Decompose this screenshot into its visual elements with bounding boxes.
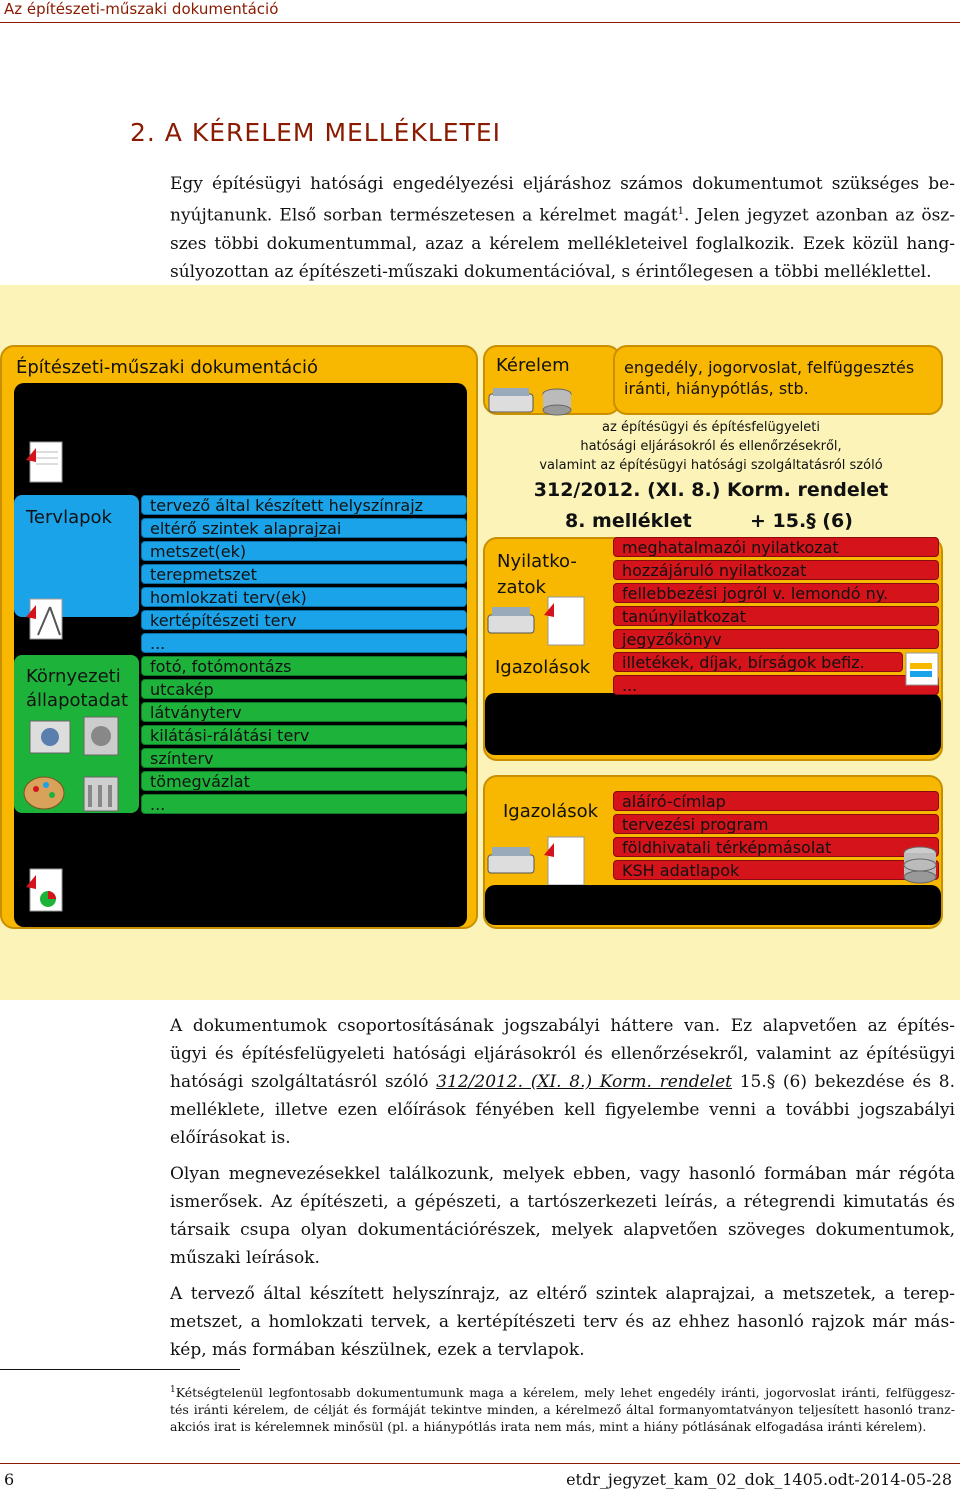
list-item: ... bbox=[613, 675, 939, 695]
paragraph-line: társaik csupa olyan dokumentációrészek, melyek alapvetően szöveges dokumentumok, bbox=[170, 1220, 955, 1240]
nyilatkozatok-label: Nyilatko- zatok bbox=[497, 551, 577, 598]
paragraph-line: A dokumentumok csoportosításának jogszabályi háttere van. Ez alapvetően az építés- bbox=[170, 1016, 955, 1036]
list-item: tervezési program bbox=[613, 814, 939, 834]
list-item: látványterv bbox=[141, 702, 467, 722]
law-title: 312/2012. (XI. 8.) Korm. rendelet bbox=[533, 479, 889, 501]
list-item: homlokzati terv(ek) bbox=[141, 587, 467, 607]
intro-line: súlyozottan az építészeti-műszaki dokumentációval, s érintőlegesen a többi melléklettel. bbox=[170, 261, 932, 282]
list-item: KSH adatlapok bbox=[613, 860, 939, 880]
footnote-line: akciós irat is kérelemnek minősül (pl. a hiánypótlás irata nem más, mint a hiány pótlásának elfogadása iránti kérelem). bbox=[170, 1419, 927, 1435]
paragraph-line: előírásokat is. bbox=[170, 1128, 291, 1148]
law-line: valamint az építésügyi hatósági szolgáltatásról szóló bbox=[539, 458, 883, 473]
list-item: ... bbox=[141, 633, 467, 653]
list-item: tervező által készített helyszínrajz bbox=[141, 495, 467, 515]
law-description bbox=[483, 418, 939, 475]
paragraph-legal-background bbox=[170, 1012, 955, 1152]
intro-line-part: . Jelen jegyzet azonban az ösz- bbox=[684, 205, 956, 226]
list-item: illetékek, díjak, bírságok befiz. bbox=[613, 652, 903, 672]
list-item: jegyzőkönyv bbox=[613, 629, 939, 649]
right-middle-black-area bbox=[485, 693, 941, 755]
law-annex: 8. melléklet bbox=[565, 510, 692, 532]
kerelem-label: Kérelem bbox=[496, 355, 570, 376]
paragraph-familiar-names bbox=[170, 1160, 955, 1272]
intro-line-part: nyújtanunk. Első sorban természetesen a kérelmet magát bbox=[170, 205, 678, 226]
paragraph-line bbox=[170, 1068, 955, 1096]
pdf-chart-icon bbox=[22, 867, 66, 915]
paragraph-line: ismerősek. Az építészeti, a gépészeti, a tartószerkezeti leírás, a rétegrendi kimutatás és bbox=[170, 1192, 955, 1212]
paragraph-tervlapok bbox=[170, 1280, 955, 1364]
list-item: fellebbezési jogról v. lemondó ny. bbox=[613, 583, 939, 603]
list-item: kilátási-rálátási terv bbox=[141, 725, 467, 745]
paragraph-line-part: hatósági szolgáltatásról szóló bbox=[170, 1072, 437, 1092]
footnote-line: tés iránti kérelem, de célját és formáját tekintve minden, a kérelmező által formanyomtatványon teljesített hasonló tranz- bbox=[170, 1402, 955, 1418]
law-link[interactable]: 312/2012. (XI. 8.) Korm. rendelet bbox=[436, 1072, 733, 1092]
drafting-tools-icon bbox=[22, 597, 66, 641]
list-item: földhivatali térképmásolat bbox=[613, 837, 939, 857]
paragraph-line: melléklete, illetve ezen előírások fényében kell figyelembe venni a további jogszabályi bbox=[170, 1100, 955, 1120]
list-item: meghatalmazói nyilatkozat bbox=[613, 537, 939, 557]
footnote-mark: 1 bbox=[170, 1385, 176, 1395]
list-item: tömegvázlat bbox=[141, 771, 467, 791]
spreadsheet-icon bbox=[904, 651, 940, 687]
list-item: aláíró-címlap bbox=[613, 791, 939, 811]
kornyezeti-label: Környezeti állapotadat bbox=[26, 666, 129, 711]
paragraph-line: A tervező által készített helyszínrajz, az eltérő szintek alaprajzai, a metszetek, a terep- bbox=[170, 1284, 955, 1304]
footnote-line-text: Kétségtelenül legfontosabb dokumentumunk maga a kérelem, mely lehet engedély iránti, jogorvoslat iránti, felfüggesz- bbox=[175, 1385, 955, 1401]
footer-filename: etdr_jegyzet_kam_02_dok_1405.odt-2014-05-28 bbox=[566, 1470, 952, 1489]
list-item: metszet(ek) bbox=[141, 541, 467, 561]
paragraph-line: Olyan megnevezésekkel találkozunk, melyek ebben, vagy hasonló formában már régóta bbox=[170, 1164, 955, 1184]
running-header: Az építészeti-műszaki dokumentáció bbox=[4, 0, 279, 18]
list-item: tanúnyilatkozat bbox=[613, 606, 939, 626]
law-line: az építésügyi és építésfelügyeleti bbox=[602, 420, 820, 435]
paragraph-line: metszet, a homlokzati tervek, a kertépítészeti terv és az ehhez hasonló rajzok már más- bbox=[170, 1312, 955, 1332]
intro-paragraph bbox=[170, 170, 955, 286]
list-item: fotó, fotómontázs bbox=[141, 656, 467, 676]
scanner-database-icon bbox=[487, 380, 573, 420]
right-bottom-black-area bbox=[485, 885, 941, 925]
pdf-document-icon bbox=[22, 440, 66, 484]
footnote-rule bbox=[0, 1369, 240, 1370]
list-item: utcakép bbox=[141, 679, 467, 699]
list-item: színterv bbox=[141, 748, 467, 768]
list-item: eltérő szintek alaprajzai bbox=[141, 518, 467, 538]
footnote-line bbox=[170, 1382, 955, 1401]
list-item: ... bbox=[141, 794, 467, 814]
footer-rule bbox=[0, 1463, 960, 1464]
tervlapok-label: Tervlapok bbox=[26, 507, 112, 528]
law-section: + 15.§ (6) bbox=[750, 510, 853, 532]
footnote-ref[interactable]: 1 bbox=[677, 206, 685, 217]
scanner-pdf-icon-2 bbox=[486, 833, 596, 889]
paragraph-line: műszaki leírások. bbox=[170, 1248, 320, 1268]
document-diagram bbox=[0, 285, 960, 1000]
paragraph-line: kép, más formában készülnek, ezek a tervlapok. bbox=[170, 1340, 585, 1360]
header-rule bbox=[0, 22, 960, 23]
igazolasok2-label: Igazolások bbox=[503, 801, 599, 822]
paragraph-line-part: 15.§ (6) bekezdése és 8. bbox=[732, 1072, 955, 1092]
page-number: 6 bbox=[4, 1470, 15, 1489]
list-item: kertépítészeti terv bbox=[141, 610, 467, 630]
palette-building-icon bbox=[22, 763, 126, 815]
intro-line bbox=[170, 198, 955, 230]
list-item: hozzájáruló nyilatkozat bbox=[613, 560, 939, 580]
left-panel-title: Építészeti-műszaki dokumentáció bbox=[16, 357, 319, 378]
kerelem-text: engedély, jogorvoslat, felfüggesztés iránti, hiánypótlás, stb. bbox=[624, 358, 915, 398]
law-line: hatósági eljárásokról és ellenőrzésekről, bbox=[580, 439, 842, 454]
intro-line: Egy építésügyi hatósági engedélyezési eljáráshoz számos dokumentumot szükséges be- bbox=[170, 174, 955, 194]
database-icon bbox=[900, 845, 940, 887]
section-title: 2. A KÉRELEM MELLÉKLETEI bbox=[130, 118, 502, 147]
paragraph-line: ügyi és építésfelügyeleti hatósági eljárásokról és ellenőrzésekről, valamint az építésügyi bbox=[170, 1044, 955, 1064]
igazolasok-label: Igazolások bbox=[495, 657, 591, 678]
scanner-pdf-icon bbox=[486, 593, 596, 649]
footnote bbox=[170, 1382, 955, 1435]
camera-photos-icon bbox=[28, 713, 124, 763]
list-item: terepmetszet bbox=[141, 564, 467, 584]
intro-line: szes többi dokumentummal, azaz a kérelem mellékleteivel foglalkozik. Ezek közül hang- bbox=[170, 233, 955, 254]
